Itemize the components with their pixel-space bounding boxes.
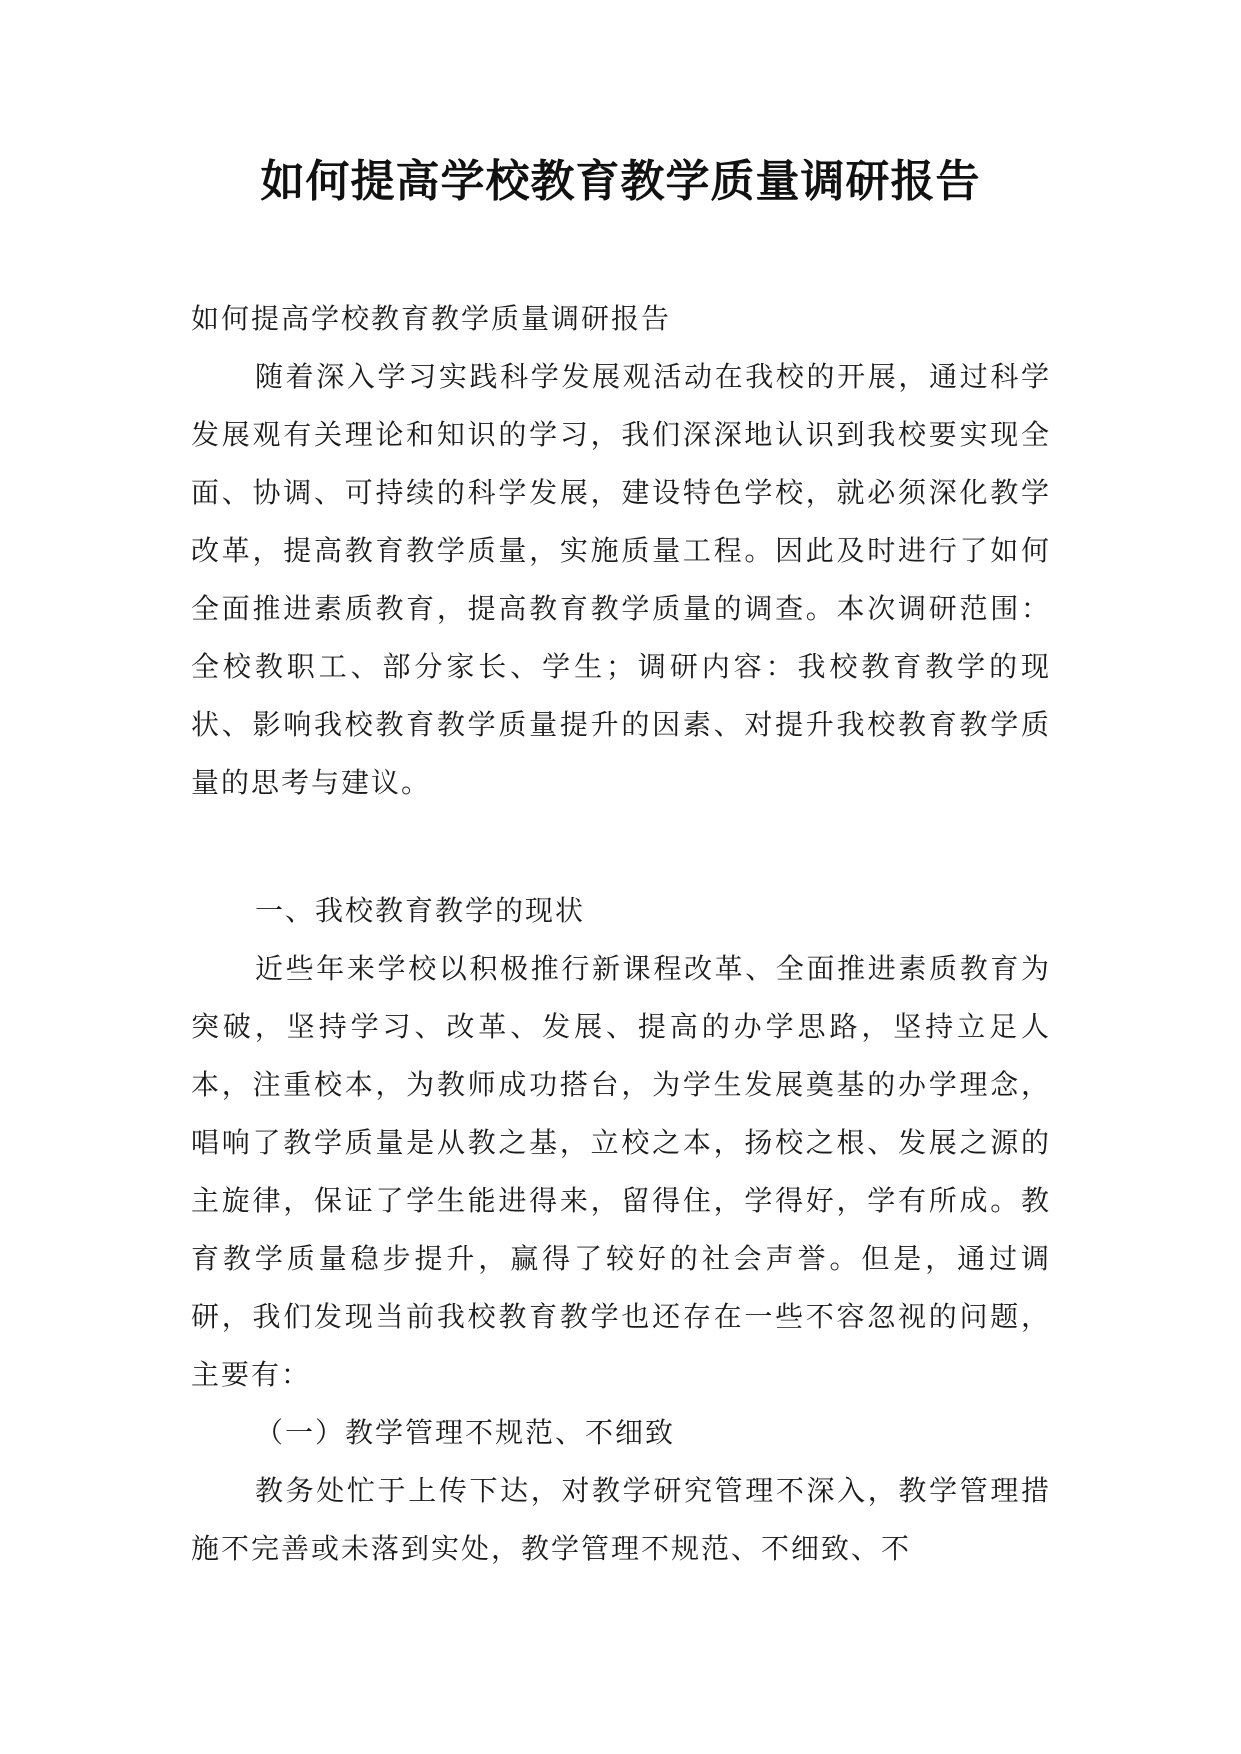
document-body-section-1 [191,882,1051,1578]
intro-paragraph: 随着深入学习实践科学发展观活动在我校的开展，通过科学发展观有关理论和知识的学习，我们深深地认识到我校要实现全面、协调、可持续的科学发展，建设特色学校，就必须深化教学改革，提高教育教学质量，实施质量工程。因此及时进行了如何全面推进素质教育，提高教育教学质量的调查。本次调研范围：全校教职工、部分家长、学生；调研内容：我校教育教学的现状、影响我校教育教学质量提升的因素、对提升我校教育教学质量的思考与建议。 [191,360,1051,799]
section-paragraph: 近些年来学校以积极推行新课程改革、全面推进素质教育为突破，坚持学习、改革、发展、提高的办学思路，坚持立足人本，注重校本，为教师成功搭台，为学生发展奠基的办学理念，唱响了教学质量是从教之基，立校之本，扬校之根、发展之源的主旋律，保证了学生能进得来，留得住，学得好，学有所成。教育教学质量稳步提升，赢得了较好的社会声誉。但是，通过调研，我们发现当前我校教育教学也还存在一些不容忽视的问题，主要有： [191,952,1051,1391]
document-title: 如何提高学校教育教学质量调研报告 [260,156,981,207]
subsection-heading: （一）教学管理不规范、不细致 [255,1416,676,1449]
subsection-paragraph: 教务处忙于上传下达，对教学研究管理不深入，教学管理措施不完善或未落到实处，教学管理不规范、不细致、不 [191,1474,1051,1565]
subtitle-line: 如何提高学校教育教学质量调研报告 [191,302,672,335]
document-body-intro [191,290,1051,812]
section-heading: 一、我校教育教学的现状 [255,894,586,927]
